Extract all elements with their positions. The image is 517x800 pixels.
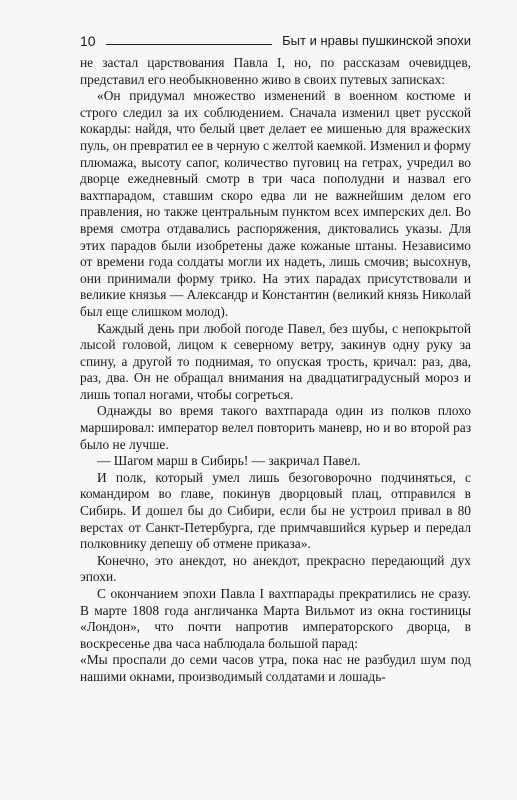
running-title: Быт и нравы пушкинской эпохи — [282, 33, 471, 48]
paragraph: Конечно, это анекдот, но анекдот, прекрасно передающий дух эпохи. — [80, 552, 471, 585]
paragraph: — Шагом марш в Сибирь! — закричал Павел. — [97, 453, 361, 469]
paragraph: С окончанием эпохи Павла I вахтпарады прекратились не сразу. В марте 1808 года англичанка Марта Вильмот из окна гостиницы «Лондон», что почти напротив императорского дворца, в воскресенье два часа наблюдала большой парад: — [80, 586, 471, 651]
body-text — [80, 55, 471, 686]
paragraph: не застал царствования Павла I, но, по рассказам очевидцев, представил его необыкновенно живо в своих путевых записках: — [80, 55, 471, 87]
paragraph: Каждый день при любой погоде Павел, без шубы, с непокрытой лысой головой, лицом к северному ветру, закинув одну руку за спину, а другой то поднимая, то опуская трость, кричал: раз, два, раз, два. Он не обращал внимания на двадцатиградусный мороз и лишь топал ногами, чтобы согреться. — [80, 320, 471, 402]
paragraph: Однажды во время такого вахтпарада один из полков плохо маршировал: император велел повторить маневр, но и во второй раз было не лучше. — [80, 403, 471, 452]
header-rule — [106, 44, 273, 45]
page-header — [80, 30, 471, 48]
page-number: 10 — [80, 33, 96, 49]
paragraph: «Мы проспали до семи часов утра, пока нас не разбудил шум под нашими окнами, производимый солдатами и лошадь- — [80, 652, 471, 684]
paragraph: И полк, который умел лишь безоговорочно подчиняться, с командиром во главе, покинув дворцовый плац, отправился в Сибирь. И дошел бы до Сибири, если бы не устроил привал в 80 верстах от Санкт-Петербурга, где примчавшийся курьер и передал полковнику депешу об отмене приказа». — [80, 469, 471, 552]
paragraph: «Он придумал множество изменений в военном костюме и строго следил за их соблюдением. Сначала изменил цвет русской кокарды: найдя, что белый цвет делает ее мишенью для вражеских пуль, он превратил ее в черную с желтой каемкой. Изменил и форму плюмажа, высоту сапог, количество пуговиц на гетрах, учредил во дворце ежедневный смотр в три часа пополудни и назвал его вахтпарадом, ставшим скоро едва ли не важнейшим делом его правления, но также центральным пунктом всех имперских дел. Во время смотра отдавались распоряжения, диктовались указы. Для этих парадов были изобретены даже кожаные штаны. Независимо от времени года солдаты могли их надеть, лишь смочив; высохнув, они принимали форму трико. На этих парадах присутствовали и великие князья — Александр и Константин (великий князь Николай был еще слишком молод). — [80, 88, 471, 319]
